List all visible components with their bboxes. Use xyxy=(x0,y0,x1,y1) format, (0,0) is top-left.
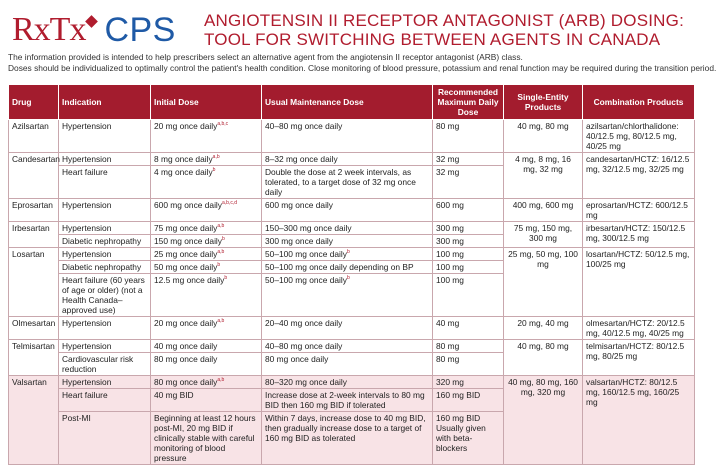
single-entity-products: 40 mg, 80 mg, 160 mg, 320 mg xyxy=(504,376,583,465)
initial-dose-text: 80 mg once daily xyxy=(154,377,218,387)
drug-name: Olmesartan xyxy=(9,317,59,340)
initial-dose xyxy=(151,261,262,274)
intro-line-1: The information provided is intended to help prescribers select an alternative agent from the angiotensin II receptor antagonist (ARB) class. xyxy=(8,52,523,62)
initial-dose xyxy=(151,317,262,340)
table-row xyxy=(9,153,695,166)
maintenance-dose: 80–320 mg once daily xyxy=(262,376,433,389)
maintenance-dose: 20–40 mg once daily xyxy=(262,317,433,340)
initial-dose xyxy=(151,222,262,235)
title-line-2: TOOL FOR SWITCHING BETWEEN AGENTS IN CANADA xyxy=(204,30,661,49)
logo-cps-text: CPS xyxy=(104,11,176,49)
indication: Hypertension xyxy=(59,248,151,261)
maintenance-dose: 150–300 mg once daily xyxy=(262,222,433,235)
initial-dose-text: 50 mg once daily xyxy=(154,262,218,272)
indication: Heart failure xyxy=(59,389,151,412)
table-row xyxy=(9,222,695,235)
initial-dose-text: 20 mg once daily xyxy=(154,318,218,328)
initial-dose: 40 mg once daily xyxy=(151,340,262,353)
reference-marker: b xyxy=(217,262,221,269)
table-row xyxy=(9,248,695,261)
drug-name: Telmisartan xyxy=(9,340,59,376)
initial-dose-text: 600 mg once daily xyxy=(154,200,222,210)
logo-rxtx-text: RxTx xyxy=(12,11,86,48)
col-header-single-entity: Single-Entity Products xyxy=(504,85,583,120)
indication: Heart failure xyxy=(59,166,151,199)
initial-dose-text: 4 mg once daily xyxy=(154,167,213,177)
single-entity-products: 40 mg, 80 mg xyxy=(504,120,583,153)
table-header-row xyxy=(9,85,695,120)
maintenance-dose: 600 mg once daily xyxy=(262,199,433,222)
table-row xyxy=(9,376,695,389)
combination-products: losartan/HCTZ: 50/12.5 mg, 100/25 mg xyxy=(583,248,695,317)
initial-dose xyxy=(151,199,262,222)
max-dose: 100 mg xyxy=(433,274,504,317)
initial-dose xyxy=(151,376,262,389)
single-entity-products: 4 mg, 8 mg, 16 mg, 32 mg xyxy=(504,153,583,199)
initial-dose xyxy=(151,274,262,317)
maintenance-dose: 40–80 mg once daily xyxy=(262,340,433,353)
reference-marker: b xyxy=(221,236,225,243)
indication: Hypertension xyxy=(59,199,151,222)
reference-marker: a,b,c xyxy=(217,121,229,128)
maintenance-dose: Within 7 days, increase dose to 40 mg BID, then gradually increase dose to a target of 160 mg BID as tolerated xyxy=(262,412,433,465)
max-dose: 32 mg xyxy=(433,153,504,166)
maintenance-dose: 80 mg once daily xyxy=(262,353,433,376)
reference-marker: a,b,c,d xyxy=(221,200,237,207)
initial-dose xyxy=(151,120,262,153)
combination-products: azilsartan/chlorthalidone: 40/12.5 mg, 80/12.5 mg, 40/25 mg xyxy=(583,120,695,153)
max-dose: 300 mg xyxy=(433,222,504,235)
table-row xyxy=(9,340,695,353)
max-dose: 320 mg xyxy=(433,376,504,389)
table-row xyxy=(9,317,695,340)
max-dose: 32 mg xyxy=(433,166,504,199)
initial-dose: 40 mg BID xyxy=(151,389,262,412)
table-row xyxy=(9,199,695,222)
maintenance-dose: Double the dose at 2 week intervals, as tolerated, to a target dose of 32 mg once daily xyxy=(262,166,433,199)
combination-products: valsartan/HCTZ: 80/12.5 mg, 160/12.5 mg, 160/25 mg xyxy=(583,376,695,465)
reference-marker: a,b xyxy=(217,318,225,325)
intro-line-2: Doses should be individualized to optimally control the patient's health condition. Close monitoring of blood pressure, potassium and renal function may be required during the transition period. xyxy=(8,63,716,73)
max-dose: 80 mg xyxy=(433,353,504,376)
single-entity-products: 25 mg, 50 mg, 100 mg xyxy=(504,248,583,317)
reference-marker: b xyxy=(212,167,216,174)
initial-dose-text: 20 mg once daily xyxy=(154,121,218,131)
combination-products: telmisartan/HCTZ: 80/12.5 mg, 80/25 mg xyxy=(583,340,695,376)
single-entity-products: 40 mg, 80 mg xyxy=(504,340,583,376)
initial-dose xyxy=(151,248,262,261)
max-dose: 80 mg xyxy=(433,340,504,353)
max-dose: 40 mg xyxy=(433,317,504,340)
page-header xyxy=(8,6,698,50)
col-header-drug: Drug xyxy=(9,85,59,120)
maintenance-dose: 300 mg once daily xyxy=(262,235,433,248)
maple-leaf-icon xyxy=(86,15,99,28)
max-dose: 80 mg xyxy=(433,120,504,153)
drug-name: Azilsartan xyxy=(9,120,59,153)
single-entity-products: 20 mg, 40 mg xyxy=(504,317,583,340)
col-header-max-dose: Recommended Maximum Daily Dose xyxy=(433,85,504,120)
max-dose: 100 mg xyxy=(433,261,504,274)
initial-dose xyxy=(151,153,262,166)
maintenance-dose: Increase dose at 2-week intervals to 80 mg BID then 160 mg BID if tolerated xyxy=(262,389,433,412)
drug-name: Eprosartan xyxy=(9,199,59,222)
page-title xyxy=(204,11,684,49)
col-header-combination: Combination Products xyxy=(583,85,695,120)
indication: Cardiovascular risk reduction xyxy=(59,353,151,376)
reference-marker: b xyxy=(346,249,350,256)
combination-products: candesartan/HCTZ: 16/12.5 mg, 32/12.5 mg, 32/25 mg xyxy=(583,153,695,199)
initial-dose: 80 mg once daily xyxy=(151,353,262,376)
indication: Hypertension xyxy=(59,340,151,353)
initial-dose-text: 8 mg once daily xyxy=(154,154,213,164)
max-dose: 160 mg BID Usually given with beta-blockers xyxy=(433,412,504,465)
max-dose: 300 mg xyxy=(433,235,504,248)
col-header-maintenance-dose: Usual Maintenance Dose xyxy=(262,85,433,120)
rxtx-cps-logo xyxy=(12,10,176,50)
initial-dose: Beginning at least 12 hours post-MI, 20 mg BID if clinically stable with careful monitoring of blood pressure xyxy=(151,412,262,465)
indication: Post-MI xyxy=(59,412,151,465)
combination-products: eprosartan/HCTZ: 600/12.5 mg xyxy=(583,199,695,222)
maintenance-dose xyxy=(262,248,433,261)
indication: Hypertension xyxy=(59,376,151,389)
single-entity-products: 75 mg, 150 mg, 300 mg xyxy=(504,222,583,248)
indication: Diabetic nephropathy xyxy=(59,235,151,248)
maintenance-dose: 50–100 mg once daily depending on BP xyxy=(262,261,433,274)
maintenance-dose xyxy=(262,274,433,317)
indication: Diabetic nephropathy xyxy=(59,261,151,274)
initial-dose-text: 150 mg once daily xyxy=(154,236,222,246)
max-dose: 600 mg xyxy=(433,199,504,222)
table-row xyxy=(9,120,695,153)
reference-marker: b xyxy=(346,275,350,282)
initial-dose xyxy=(151,166,262,199)
maintenance-dose-text: 50–100 mg once daily xyxy=(265,275,347,285)
indication: Hypertension xyxy=(59,153,151,166)
indication: Hypertension xyxy=(59,317,151,340)
max-dose: 160 mg BID xyxy=(433,389,504,412)
initial-dose-text: 12.5 mg once daily xyxy=(154,275,225,285)
reference-marker: a,b xyxy=(217,249,225,256)
reference-marker: a,b xyxy=(217,377,225,384)
col-header-initial-dose: Initial Dose xyxy=(151,85,262,120)
max-dose: 100 mg xyxy=(433,248,504,261)
combination-products: irbesartan/HCTZ: 150/12.5 mg, 300/12.5 mg xyxy=(583,222,695,248)
initial-dose-text: 75 mg once daily xyxy=(154,223,218,233)
drug-name: Losartan xyxy=(9,248,59,317)
intro-text xyxy=(8,52,716,74)
arb-dosing-table xyxy=(8,84,695,465)
indication: Heart failure (60 years of age or older) (not a Health Canada–approved use) xyxy=(59,274,151,317)
reference-marker: a,b xyxy=(212,154,220,161)
initial-dose-text: 25 mg once daily xyxy=(154,249,218,259)
single-entity-products: 400 mg, 600 mg xyxy=(504,199,583,222)
indication: Hypertension xyxy=(59,120,151,153)
combination-products: olmesartan/HCTZ: 20/12.5 mg, 40/12.5 mg, 40/25 mg xyxy=(583,317,695,340)
maintenance-dose: 8–32 mg once daily xyxy=(262,153,433,166)
indication: Hypertension xyxy=(59,222,151,235)
drug-name: Candesartan xyxy=(9,153,59,199)
drug-name: Valsartan xyxy=(9,376,59,465)
maintenance-dose: 40–80 mg once daily xyxy=(262,120,433,153)
title-line-1: ANGIOTENSIN II RECEPTOR ANTAGONIST (ARB) DOSING: xyxy=(204,11,684,30)
col-header-indication: Indication xyxy=(59,85,151,120)
drug-name: Irbesartan xyxy=(9,222,59,248)
reference-marker: a,b xyxy=(217,223,225,230)
maintenance-dose-text: 50–100 mg once daily xyxy=(265,249,347,259)
reference-marker: b xyxy=(224,275,228,282)
initial-dose xyxy=(151,235,262,248)
